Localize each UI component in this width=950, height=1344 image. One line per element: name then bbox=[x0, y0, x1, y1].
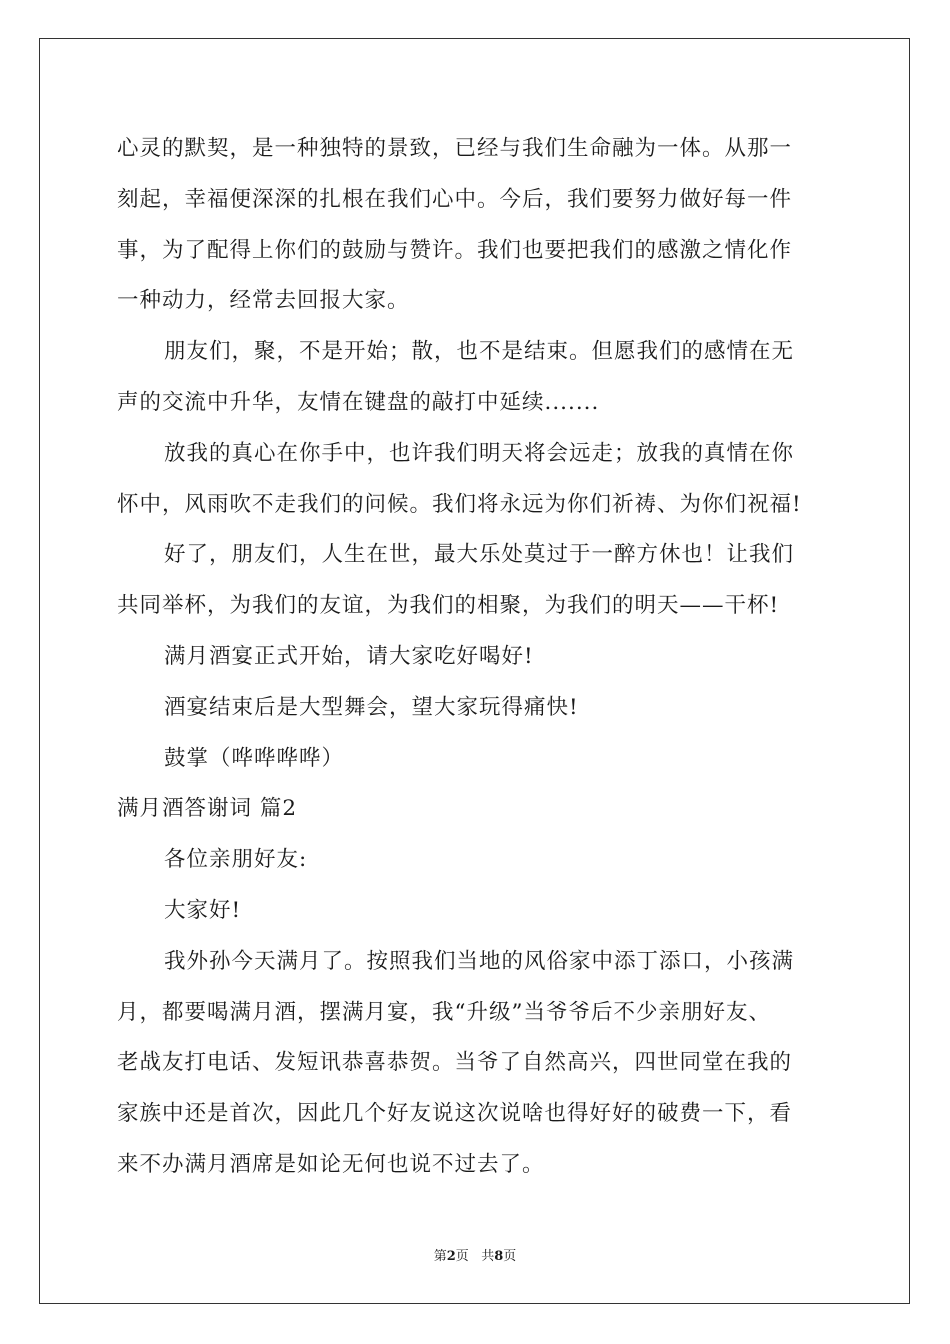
page-suffix: 页 bbox=[455, 1249, 469, 1264]
text-line: 老战友打电话、发短讯恭喜恭贺。当爷了自然高兴，四世同堂在我的 bbox=[117, 1050, 793, 1076]
text-line: 心灵的默契，是一种独特的景致，已经与我们生命融为一体。从那一 bbox=[117, 136, 793, 161]
greeting: 大家好! bbox=[164, 897, 242, 923]
paragraph-start: 朋友们，聚，不是开始；散，也不是结束。但愿我们的感情在无 bbox=[164, 339, 795, 365]
text-line: 一种动力，经常去回报大家。 bbox=[117, 288, 410, 314]
total-pages: 8 bbox=[494, 1249, 504, 1264]
page-footer bbox=[0, 1249, 950, 1265]
text-line: 事，为了配得上你们的鼓励与赞许。我们也要把我们的感激之情化作 bbox=[117, 237, 793, 263]
paragraph-start: 酒宴结束后是大型舞会，望大家玩得痛快! bbox=[164, 694, 579, 720]
paragraph-start: 我外孙今天满月了。按照我们当地的风俗家中添丁添口，小孩满 bbox=[164, 948, 795, 974]
total-suffix: 页 bbox=[503, 1249, 517, 1264]
text-line: 月，都要喝满月酒，摆满月宴，我“升级”当爷爷后不少亲朋好友、 bbox=[117, 999, 771, 1025]
text-line: 来不办满月酒席是如论无何也说不过去了。 bbox=[117, 1151, 545, 1177]
section-heading: 满月酒答谢词 篇2 bbox=[117, 796, 298, 822]
text-line: 怀中，风雨吹不走我们的问候。我们将永远为你们祈祷、为你们祝福! bbox=[117, 491, 802, 517]
paragraph-start: 鼓掌（哗哗哗哗） bbox=[164, 745, 345, 771]
total-prefix: 共 bbox=[481, 1249, 495, 1264]
salutation: 各位亲朋好友: bbox=[164, 847, 308, 873]
page-number: 2 bbox=[446, 1249, 456, 1264]
paragraph-start: 满月酒宴正式开始，请大家吃好喝好! bbox=[164, 643, 534, 669]
text-line: 刻起，幸福便深深的扎根在我们心中。今后，我们要努力做好每一件 bbox=[117, 186, 793, 212]
text-line: 声的交流中升华，友情在键盘的敲打中延续....... bbox=[117, 389, 600, 415]
paragraph-start: 好了，朋友们，人生在世，最大乐处莫过于一醉方休也！让我们 bbox=[164, 542, 795, 568]
document-body bbox=[117, 124, 837, 1191]
text-line: 共同举杯，为我们的友谊，为我们的相聚，为我们的明天——干杯! bbox=[117, 593, 780, 619]
page-prefix: 第 bbox=[433, 1249, 447, 1264]
paragraph-start: 放我的真心在你手中，也许我们明天将会远走；放我的真情在你 bbox=[164, 440, 795, 466]
text-line: 家族中还是首次，因此几个好友说这次说啥也得好好的破费一下，看 bbox=[117, 1101, 793, 1127]
